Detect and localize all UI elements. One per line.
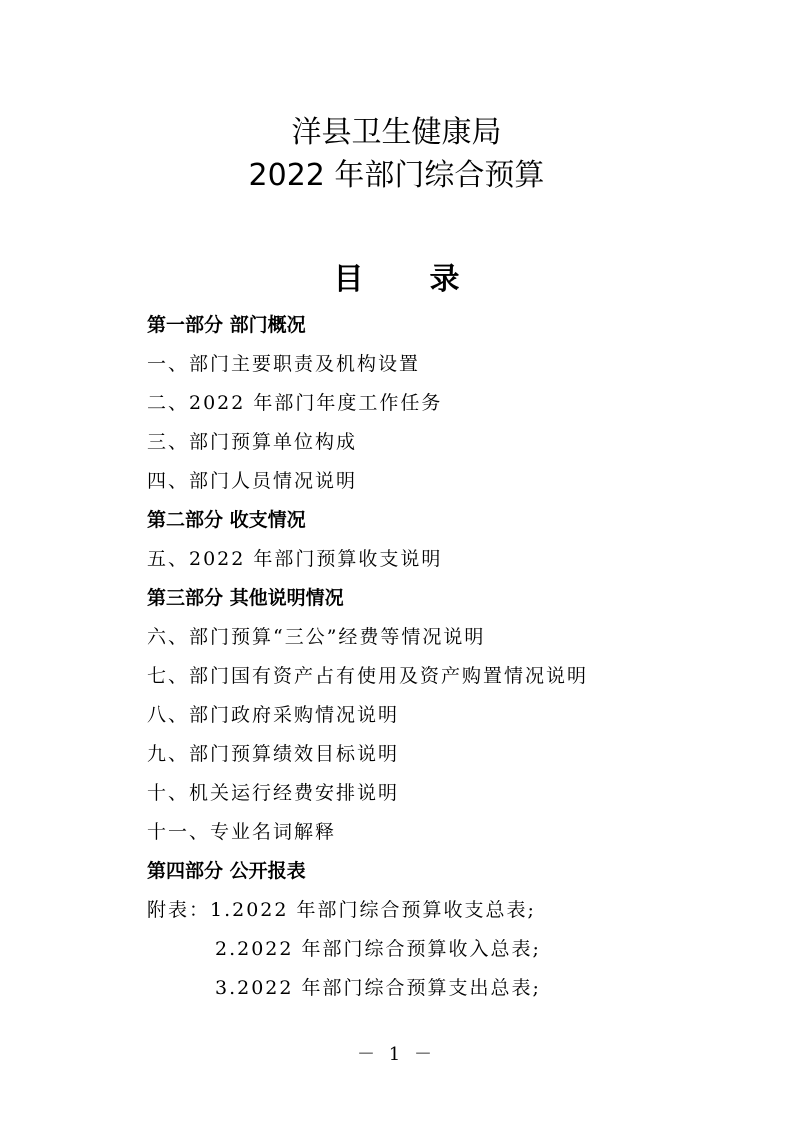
page-number: － 1 － (357, 1044, 436, 1065)
toc-part-heading: 第二部分 收支情况 (147, 509, 306, 531)
toc-item: 二、2022 年部门年度工作任务 (147, 392, 443, 414)
toc-item: 五、2022 年部门预算收支说明 (147, 548, 443, 570)
toc-item: 十、机关运行经费安排说明 (147, 782, 400, 804)
toc-appendix-item: 2.2022 年部门综合预算收入总表; (215, 938, 541, 960)
toc-heading (0, 262, 793, 298)
toc-item: 十一、专业名词解释 (147, 821, 337, 843)
toc-appendix-item: 3.2022 年部门综合预算支出总表; (215, 977, 541, 999)
toc-heading-char: 录 (429, 262, 460, 297)
toc-item: 七、部门国有资产占有使用及资产购置情况说明 (147, 665, 589, 687)
toc-item: 四、部门人员情况说明 (147, 470, 358, 492)
toc-item: 三、部门预算单位构成 (147, 431, 358, 453)
document-title: 洋县卫生健康局 (291, 115, 502, 150)
toc-part-heading: 第一部分 部门概况 (147, 314, 306, 336)
document-subtitle: 2022 年部门综合预算 (248, 158, 545, 193)
toc-part-heading: 第三部分 其他说明情况 (147, 587, 344, 609)
toc-item: 一、部门主要职责及机构设置 (147, 353, 421, 375)
toc-heading-char: 目 (333, 262, 364, 297)
toc-appendix-item: 附表：1.2022 年部门综合预算收支总表; (147, 899, 536, 921)
toc-item: 八、部门政府采购情况说明 (147, 704, 400, 726)
toc-part-heading: 第四部分 公开报表 (147, 860, 306, 882)
toc-item: 九、部门预算绩效目标说明 (147, 743, 400, 765)
toc-item: 六、部门预算“三公”经费等情况说明 (147, 626, 486, 648)
